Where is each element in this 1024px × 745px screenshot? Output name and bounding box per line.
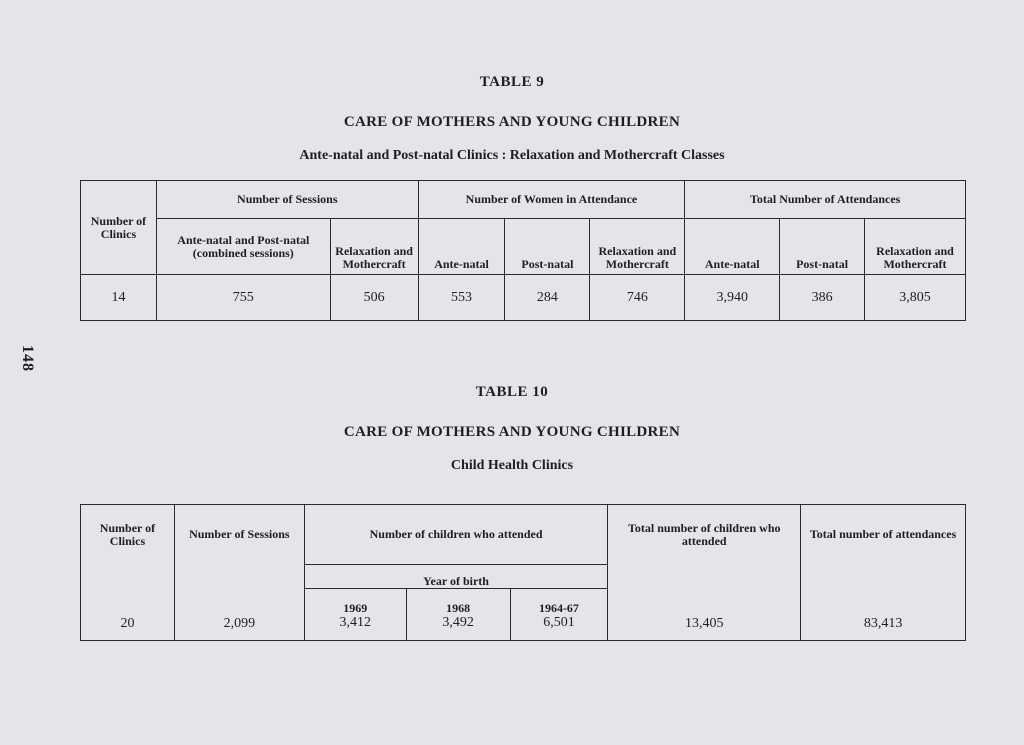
t10-cell: 83,413 xyxy=(863,616,903,631)
t10-cell: 3,492 xyxy=(406,615,510,641)
t9-cell: 284 xyxy=(505,275,590,321)
t10-header-year-of-birth: Year of birth xyxy=(304,565,608,589)
t9-header-relax-sessions: Relaxation and Mothercraft xyxy=(330,219,418,275)
t10-header-year-1969: 1969 xyxy=(304,589,406,615)
t10-header-total-children: Total number of children who attended xyxy=(608,505,801,565)
t9-cell: 755 xyxy=(156,275,330,321)
t9-cell: 14 xyxy=(81,275,157,321)
table9-title: CARE OF MOTHERS AND YOUNG CHILDREN xyxy=(343,114,681,130)
t10-header-clinics: Number of Clinics xyxy=(81,505,175,565)
t9-header-attendances: Total Number of Attendances xyxy=(685,181,966,219)
t9-header-clinics: Number of Clinics xyxy=(81,181,157,275)
t10-header-sessions: Number of Sessions xyxy=(174,505,304,565)
t9-cell: 506 xyxy=(330,275,418,321)
table10-label: TABLE 10 xyxy=(475,384,549,400)
t9-header-post-women: Post-natal xyxy=(505,219,590,275)
table9 xyxy=(80,180,966,321)
table10 xyxy=(80,504,966,641)
t10-header-year-1968: 1968 xyxy=(406,589,510,615)
t9-header-women: Number of Women in Attendance xyxy=(418,181,685,219)
t9-cell: 746 xyxy=(590,275,685,321)
t9-header-combined: Ante-natal and Post-natal (combined sessions) xyxy=(156,219,330,275)
table9-subtitle: Ante-natal and Post-natal Clinics : Relaxation and Mothercraft Classes xyxy=(299,148,725,163)
t10-cell: 6,501 xyxy=(510,615,608,641)
t9-header-relax-women: Relaxation and Mothercraft xyxy=(590,219,685,275)
t10-total-attendances-cell xyxy=(801,565,966,641)
t9-header-post-attend: Post-natal xyxy=(780,219,865,275)
table10-subtitle: Child Health Clinics xyxy=(450,458,574,473)
t10-cell: 13,405 xyxy=(685,616,724,631)
t9-cell: 3,805 xyxy=(865,275,966,321)
t10-clinics-value-cell xyxy=(81,565,175,641)
t9-header-ante-attend: Ante-natal xyxy=(685,219,780,275)
t9-header-relax-attend: Relaxation and Mothercraft xyxy=(865,219,966,275)
t10-cell: 3,412 xyxy=(304,615,406,641)
t10-total-children-cell xyxy=(608,565,801,641)
t10-header-year-1964-67: 1964-67 xyxy=(510,589,608,615)
t10-sessions-value-cell xyxy=(174,565,304,641)
table10-title: CARE OF MOTHERS AND YOUNG CHILDREN xyxy=(343,424,681,440)
t10-header-children-attended: Number of children who attended xyxy=(304,505,608,565)
t9-header-sessions: Number of Sessions xyxy=(156,181,418,219)
page-number: 148 xyxy=(19,345,36,372)
t9-header-ante-women: Ante-natal xyxy=(418,219,505,275)
t10-cell: 2,099 xyxy=(223,616,256,631)
table9-label: TABLE 9 xyxy=(479,74,545,90)
t10-cell: 20 xyxy=(120,616,135,631)
t9-cell: 386 xyxy=(780,275,865,321)
t9-cell: 3,940 xyxy=(685,275,780,321)
t10-header-total-attendances: Total number of attendances xyxy=(801,505,966,565)
t9-cell: 553 xyxy=(418,275,505,321)
